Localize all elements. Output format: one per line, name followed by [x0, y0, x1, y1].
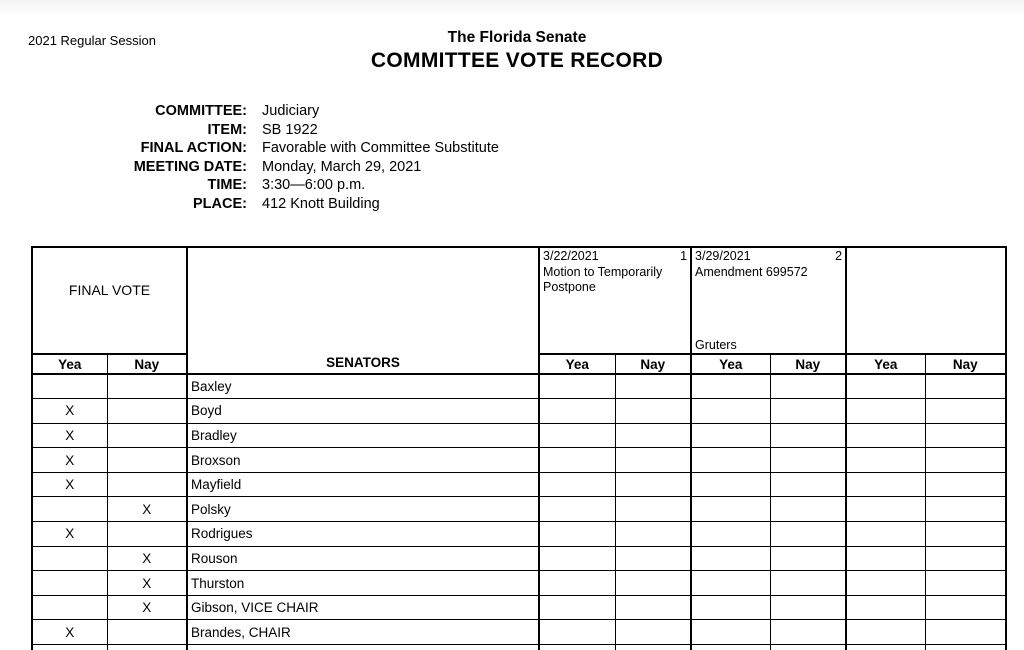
- vote-column-header-3: [846, 247, 1006, 354]
- info-row-place: [0, 195, 499, 214]
- senator-name-cell: [187, 645, 539, 650]
- vote3-yea-cell: [846, 497, 925, 522]
- vote2-yea-cell: [691, 595, 770, 620]
- session-label: 2021 Regular Session: [28, 33, 156, 48]
- vote1-yea-cell: [539, 448, 615, 473]
- table-row: [32, 448, 1006, 473]
- table-row: [32, 522, 1006, 547]
- final-vote-nay-cell: [107, 645, 187, 650]
- info-label: MEETING DATE:: [133, 158, 247, 175]
- vote1-nay-cell: [615, 595, 691, 620]
- meeting-info-block: [0, 102, 499, 214]
- vote1-nay-cell: [615, 448, 691, 473]
- table-row: [32, 423, 1006, 448]
- yea-header: Yea: [32, 354, 107, 374]
- final-vote-yea-cell: X: [32, 423, 107, 448]
- vote-number: 2: [835, 249, 843, 263]
- vote-column-header-1: [539, 247, 691, 354]
- vote2-nay-cell: [770, 374, 846, 399]
- vote1-yea-cell: [539, 374, 615, 399]
- vote2-nay-cell: [770, 399, 846, 424]
- senator-name-cell: Gibson, VICE CHAIR: [187, 595, 539, 620]
- senator-name-cell: Rouson: [187, 546, 539, 571]
- info-row-committee: [0, 102, 499, 121]
- final-vote-yea-cell: X: [32, 620, 107, 645]
- senator-name-cell: Broxson: [187, 448, 539, 473]
- final-vote-yea-cell: X: [32, 522, 107, 547]
- table-row: [32, 497, 1006, 522]
- nay-header: Nay: [107, 354, 187, 374]
- vote-description: Amendment 699572: [695, 264, 808, 279]
- final-vote-nay-cell: [107, 448, 187, 473]
- info-row-meeting-date: [0, 158, 499, 177]
- vote3-nay-cell: [925, 571, 1006, 596]
- vote3-yea-cell: [846, 645, 925, 650]
- final-vote-yea-cell: [32, 571, 107, 596]
- vote3-nay-cell: [925, 620, 1006, 645]
- vote2-yea-cell: [691, 374, 770, 399]
- vote3-yea-cell: [846, 399, 925, 424]
- vote2-yea-cell: [691, 399, 770, 424]
- info-value: 3:30—6:00 p.m.: [262, 177, 366, 194]
- senator-name-cell: Mayfield: [187, 472, 539, 497]
- vote-description: Motion to Temporarily Postpone: [543, 264, 663, 294]
- vote-date: 3/29/2021: [695, 249, 751, 263]
- senator-name-cell: Thurston: [187, 571, 539, 596]
- senator-name-cell: Brandes, CHAIR: [187, 620, 539, 645]
- nay-header: Nay: [925, 354, 1006, 374]
- final-vote-nay-cell: X: [107, 571, 187, 596]
- top-fade-shadow: [0, 0, 1024, 16]
- table-row: [32, 645, 1006, 650]
- vote3-yea-cell: [846, 620, 925, 645]
- vote3-nay-cell: [925, 472, 1006, 497]
- vote1-nay-cell: [615, 423, 691, 448]
- vote1-nay-cell: [615, 472, 691, 497]
- vote1-nay-cell: [615, 645, 691, 650]
- final-vote-nay-cell: X: [107, 595, 187, 620]
- info-value: 412 Knott Building: [262, 195, 380, 212]
- vote3-yea-cell: [846, 595, 925, 620]
- senator-name-cell: Bradley: [187, 423, 539, 448]
- yea-header: Yea: [846, 354, 925, 374]
- vote1-yea-cell: [539, 522, 615, 547]
- vote-column-headline: [695, 249, 842, 265]
- vote2-yea-cell: [691, 522, 770, 547]
- vote2-yea-cell: [691, 546, 770, 571]
- vote1-yea-cell: [539, 571, 615, 596]
- info-value: Judiciary: [262, 103, 320, 119]
- vote2-nay-cell: [770, 571, 846, 596]
- final-vote-nay-cell: [107, 472, 187, 497]
- final-vote-nay-cell: [107, 374, 187, 399]
- table-row: [32, 571, 1006, 596]
- table-header-row: [32, 247, 1006, 354]
- final-vote-nay-cell: X: [107, 546, 187, 571]
- vote2-yea-cell: [691, 423, 770, 448]
- vote1-yea-cell: [539, 423, 615, 448]
- table-row: [32, 546, 1006, 571]
- final-vote-yea-cell: [32, 497, 107, 522]
- vote-column-header-2: [691, 247, 846, 354]
- vote1-yea-cell: [539, 620, 615, 645]
- info-label: ITEM:: [207, 121, 247, 138]
- vote1-yea-cell: [539, 645, 615, 650]
- info-value: Favorable with Committee Substitute: [262, 140, 499, 157]
- committee-vote-table: [31, 246, 1007, 650]
- final-vote-nay-cell: [107, 423, 187, 448]
- final-vote-yea-cell: X: [32, 472, 107, 497]
- nay-header: Nay: [615, 354, 691, 374]
- info-value: Monday, March 29, 2021: [262, 158, 422, 175]
- vote2-nay-cell: [770, 620, 846, 645]
- vote3-nay-cell: [925, 497, 1006, 522]
- vote3-yea-cell: [846, 522, 925, 547]
- vote1-nay-cell: [615, 620, 691, 645]
- vote2-nay-cell: [770, 645, 846, 650]
- vote-number: 1: [680, 249, 688, 263]
- senator-name-cell: Boyd: [187, 399, 539, 424]
- final-vote-nay-cell: [107, 399, 187, 424]
- final-vote-nay-cell: X: [107, 497, 187, 522]
- vote1-yea-cell: [539, 472, 615, 497]
- vote3-nay-cell: [925, 448, 1006, 473]
- vote1-yea-cell: [539, 546, 615, 571]
- vote1-nay-cell: [615, 546, 691, 571]
- table-row: [32, 595, 1006, 620]
- final-vote-yea-cell: X: [32, 448, 107, 473]
- final-vote-nay-cell: [107, 620, 187, 645]
- vote1-yea-cell: [539, 399, 615, 424]
- vote2-nay-cell: [770, 546, 846, 571]
- senator-rows: [32, 374, 1006, 650]
- info-label: PLACE:: [193, 195, 247, 212]
- vote1-nay-cell: [615, 571, 691, 596]
- vote3-nay-cell: [925, 546, 1006, 571]
- vote3-nay-cell: [925, 645, 1006, 650]
- final-vote-yea-cell: [32, 546, 107, 571]
- vote1-nay-cell: [615, 497, 691, 522]
- vote3-nay-cell: [925, 522, 1006, 547]
- final-vote-yea-cell: X: [32, 399, 107, 424]
- vote2-nay-cell: [770, 448, 846, 473]
- vote3-yea-cell: [846, 448, 925, 473]
- page-title: COMMITTEE VOTE RECORD: [370, 49, 664, 72]
- vote1-yea-cell: [539, 595, 615, 620]
- vote2-nay-cell: [770, 423, 846, 448]
- vote2-nay-cell: [770, 595, 846, 620]
- vote3-yea-cell: [846, 546, 925, 571]
- final-vote-nay-cell: [107, 522, 187, 547]
- vote2-nay-cell: [770, 522, 846, 547]
- vote2-yea-cell: [691, 448, 770, 473]
- info-label: COMMITTEE:: [155, 103, 247, 119]
- table-row: [32, 472, 1006, 497]
- vote2-yea-cell: [691, 472, 770, 497]
- vote3-nay-cell: [925, 374, 1006, 399]
- vote3-nay-cell: [925, 595, 1006, 620]
- vote-column-headline: [543, 249, 687, 265]
- info-row-item: [0, 121, 499, 140]
- info-value: SB 1922: [262, 121, 318, 138]
- vote2-nay-cell: [770, 497, 846, 522]
- final-vote-yea-cell: [32, 645, 107, 650]
- senators-header: SENATORS: [187, 247, 539, 374]
- info-label: TIME:: [207, 177, 247, 194]
- vote2-yea-cell: [691, 645, 770, 650]
- table-row: [32, 620, 1006, 645]
- senator-name-cell: Rodrigues: [187, 522, 539, 547]
- final-vote-header: FINAL VOTE: [32, 247, 187, 354]
- yea-header: Yea: [691, 354, 770, 374]
- vote-mover: Gruters: [695, 337, 737, 352]
- yea-header: Yea: [539, 354, 615, 374]
- info-row-time: [0, 176, 499, 195]
- vote2-yea-cell: [691, 620, 770, 645]
- vote3-yea-cell: [846, 571, 925, 596]
- senate-title: The Florida Senate: [447, 29, 587, 46]
- vote1-nay-cell: [615, 522, 691, 547]
- vote2-yea-cell: [691, 571, 770, 596]
- nay-header: Nay: [770, 354, 846, 374]
- final-vote-yea-cell: [32, 595, 107, 620]
- senator-name-cell: Polsky: [187, 497, 539, 522]
- vote3-yea-cell: [846, 374, 925, 399]
- vote1-nay-cell: [615, 399, 691, 424]
- senator-name-cell: Baxley: [187, 374, 539, 399]
- vote2-yea-cell: [691, 497, 770, 522]
- vote3-yea-cell: [846, 423, 925, 448]
- table-row: [32, 374, 1006, 399]
- vote1-nay-cell: [615, 374, 691, 399]
- vote3-nay-cell: [925, 399, 1006, 424]
- vote3-yea-cell: [846, 472, 925, 497]
- info-label: FINAL ACTION:: [140, 140, 247, 157]
- final-vote-yea-cell: [32, 374, 107, 399]
- vote3-nay-cell: [925, 423, 1006, 448]
- vote1-yea-cell: [539, 497, 615, 522]
- table-row: [32, 399, 1006, 424]
- info-row-final-action: [0, 139, 499, 158]
- vote-date: 3/22/2021: [543, 249, 599, 263]
- vote2-nay-cell: [770, 472, 846, 497]
